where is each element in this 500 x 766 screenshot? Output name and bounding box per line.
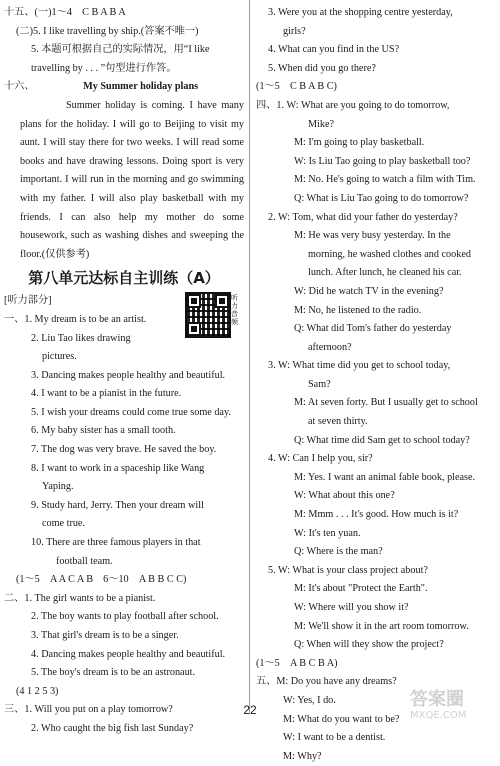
section-16-header bbox=[4, 78, 244, 97]
script-line: Mike? bbox=[308, 118, 335, 130]
script-line: 3. W: What time did you get to school today, bbox=[268, 360, 451, 372]
script-line: W: Where will you show it? bbox=[294, 602, 409, 613]
script-line: 3. That girl's dream is to be a singer. bbox=[31, 630, 179, 641]
watermark-text: 答案圈 bbox=[410, 689, 464, 710]
answers-section-15 bbox=[4, 4, 244, 78]
essay-body: Summer holiday is coming. I have many plans for the holiday. I will go to Beijing to visit my aunt. I will stay there for two weeks. I will read some books and have drawing lessons. Doing sport is very important. I will run in the morning and go swimming with my father. I will also play basketball with my friends. I can also help my mother do some housework, such as washing dishes and sweeping the floor.(仅供参考) bbox=[20, 99, 244, 260]
script-line: 4. What can you find in the US? bbox=[268, 44, 400, 56]
qr-finder bbox=[215, 294, 229, 308]
left-column bbox=[4, 4, 244, 739]
answer-line: 5. 本题可根据自己的实际情况，用“I like bbox=[31, 44, 210, 56]
script-line: 2. Liu Tao likes drawing bbox=[31, 332, 131, 344]
answer-line: (二)5. I like travelling by ship.(答案不唯一) bbox=[16, 25, 199, 37]
script-line: 2. Who caught the big fish last Sunday? bbox=[31, 722, 194, 734]
qr-finder bbox=[187, 294, 201, 308]
script-line: Q: What did Tom's father do yesterday bbox=[294, 323, 452, 335]
script-line: lunch. After lunch, he cleaned his car. bbox=[308, 267, 462, 279]
script-line: 8. I want to work in a spaceship like Wang bbox=[31, 462, 205, 474]
script-line: W: Is Liu Tao going to play basketball too? bbox=[294, 155, 471, 167]
script-line: Q: What is Liu Tao going to do tomorrow? bbox=[294, 192, 469, 204]
script-line: 二、1. The girl wants to be a pianist. bbox=[4, 592, 156, 604]
script-line: (1～5 C B A B C) bbox=[256, 81, 337, 93]
script-line: M: No, he listened to the radio. bbox=[294, 304, 422, 316]
script-line: Q: Where is the man? bbox=[294, 546, 383, 558]
script-line: afternoon? bbox=[308, 341, 352, 353]
script-line: M: It's about "Protect the Earth". bbox=[294, 583, 428, 595]
script-line: morning, he washed clothes and cooked bbox=[308, 248, 471, 260]
script-line: 4. Dancing makes people healthy and beautiful. bbox=[31, 648, 226, 660]
script-line: Q: What time did Sam get to school today? bbox=[294, 434, 470, 446]
script-line: M: Mmm . . . It's good. How much is it? bbox=[294, 509, 459, 521]
script-line: 5. W: What is your class project about? bbox=[268, 564, 428, 576]
script-line: 三、1. Will you put on a play tomorrow? bbox=[4, 704, 173, 716]
script-line: 4. I want to be a pianist in the future. bbox=[31, 388, 182, 400]
script-line: at seven thirty. bbox=[308, 416, 368, 428]
answer-line: 十五、(一)1～4 C B A B A bbox=[4, 7, 126, 18]
script-line: 6. My baby sister has a small tooth. bbox=[31, 425, 176, 437]
script-line: pictures. bbox=[42, 351, 77, 363]
script-line: 5. I wish your dreams could come true some day. bbox=[31, 406, 231, 418]
script-line: M: Why? bbox=[283, 750, 322, 762]
listening-scripts-right bbox=[256, 4, 494, 766]
script-line: M: What do you want to be? bbox=[283, 713, 400, 725]
qr-code-block bbox=[185, 292, 243, 346]
script-line: 4. W: Can I help you, sir? bbox=[268, 453, 373, 465]
script-line: Yaping. bbox=[42, 481, 74, 493]
script-line: W: Yes, I do. bbox=[283, 694, 336, 706]
script-line: M: We'll show it in the art room tomorrow. bbox=[294, 620, 469, 632]
script-line: Q: When will they show the project? bbox=[294, 639, 444, 651]
script-line: 3. Dancing makes people healthy and beautiful. bbox=[31, 369, 226, 381]
script-line: 2. W: Tom, what did your father do yesterday? bbox=[268, 211, 458, 223]
script-line: W: What about this one? bbox=[294, 490, 395, 502]
section-16-label: 十六、 bbox=[4, 81, 35, 93]
script-line: 五、M: Do you have any dreams? bbox=[256, 676, 397, 688]
column-divider bbox=[249, 0, 250, 713]
script-line: come true. bbox=[42, 518, 85, 530]
script-line: W: I want to be a dentist. bbox=[283, 732, 386, 744]
script-line: 9. Study hard, Jerry. Then your dream will bbox=[31, 499, 204, 511]
script-line: 5. When did you go there? bbox=[268, 62, 376, 74]
script-line: (1～5 A A C A B 6～10 A B B C C) bbox=[16, 574, 187, 586]
page-number: 22 bbox=[243, 703, 257, 717]
script-line: girls? bbox=[283, 25, 306, 37]
unit-8-title: 第八单元达标自主训练（A） bbox=[28, 269, 220, 288]
answer-line: travelling by . . . ”句型进行作答。 bbox=[31, 62, 177, 74]
script-line: football team. bbox=[56, 555, 113, 567]
watermark-logo bbox=[410, 690, 498, 730]
script-line: M: I'm going to play basketball. bbox=[294, 137, 425, 149]
script-line: 10. There are three famous players in that bbox=[31, 537, 201, 549]
qr-side-text: 听力音频 bbox=[231, 294, 238, 326]
script-line: M: No. He's going to watch a film with Tim. bbox=[294, 174, 476, 186]
script-line: W: Did he watch TV in the evening? bbox=[294, 285, 444, 297]
qr-finder bbox=[187, 322, 201, 336]
script-line: 一、1. My dream is to be an artist. bbox=[4, 313, 147, 325]
script-line: (4 1 2 5 3) bbox=[16, 685, 59, 697]
essay-title: My Summer holiday plans bbox=[83, 81, 199, 93]
script-line: M: Yes. I want an animal fable book, please. bbox=[294, 471, 476, 483]
listening-label: [听力部分] bbox=[4, 295, 52, 307]
listening-scripts-left bbox=[4, 311, 244, 739]
script-line: W: It's ten yuan. bbox=[294, 527, 361, 539]
script-line: 5. The boy's dream is to be an astronaut. bbox=[31, 667, 196, 679]
script-line: 四、1. W: What are you going to do tomorrow, bbox=[256, 99, 450, 111]
watermark-url: MXQE.COM bbox=[410, 710, 467, 721]
script-line: M: He was very busy yesterday. In the bbox=[294, 230, 451, 242]
script-line: Sam? bbox=[308, 378, 331, 390]
script-line: 7. The dog was very brave. He saved the boy. bbox=[31, 444, 217, 456]
script-line: (1～5 A B C B A) bbox=[256, 657, 338, 669]
script-line: M: At seven forty. But I usually get to school bbox=[294, 397, 478, 409]
script-line: 2. The boy wants to play football after school. bbox=[31, 611, 219, 623]
right-column bbox=[256, 4, 494, 766]
script-line: 3. Were you at the shopping centre yesterday, bbox=[268, 7, 453, 18]
